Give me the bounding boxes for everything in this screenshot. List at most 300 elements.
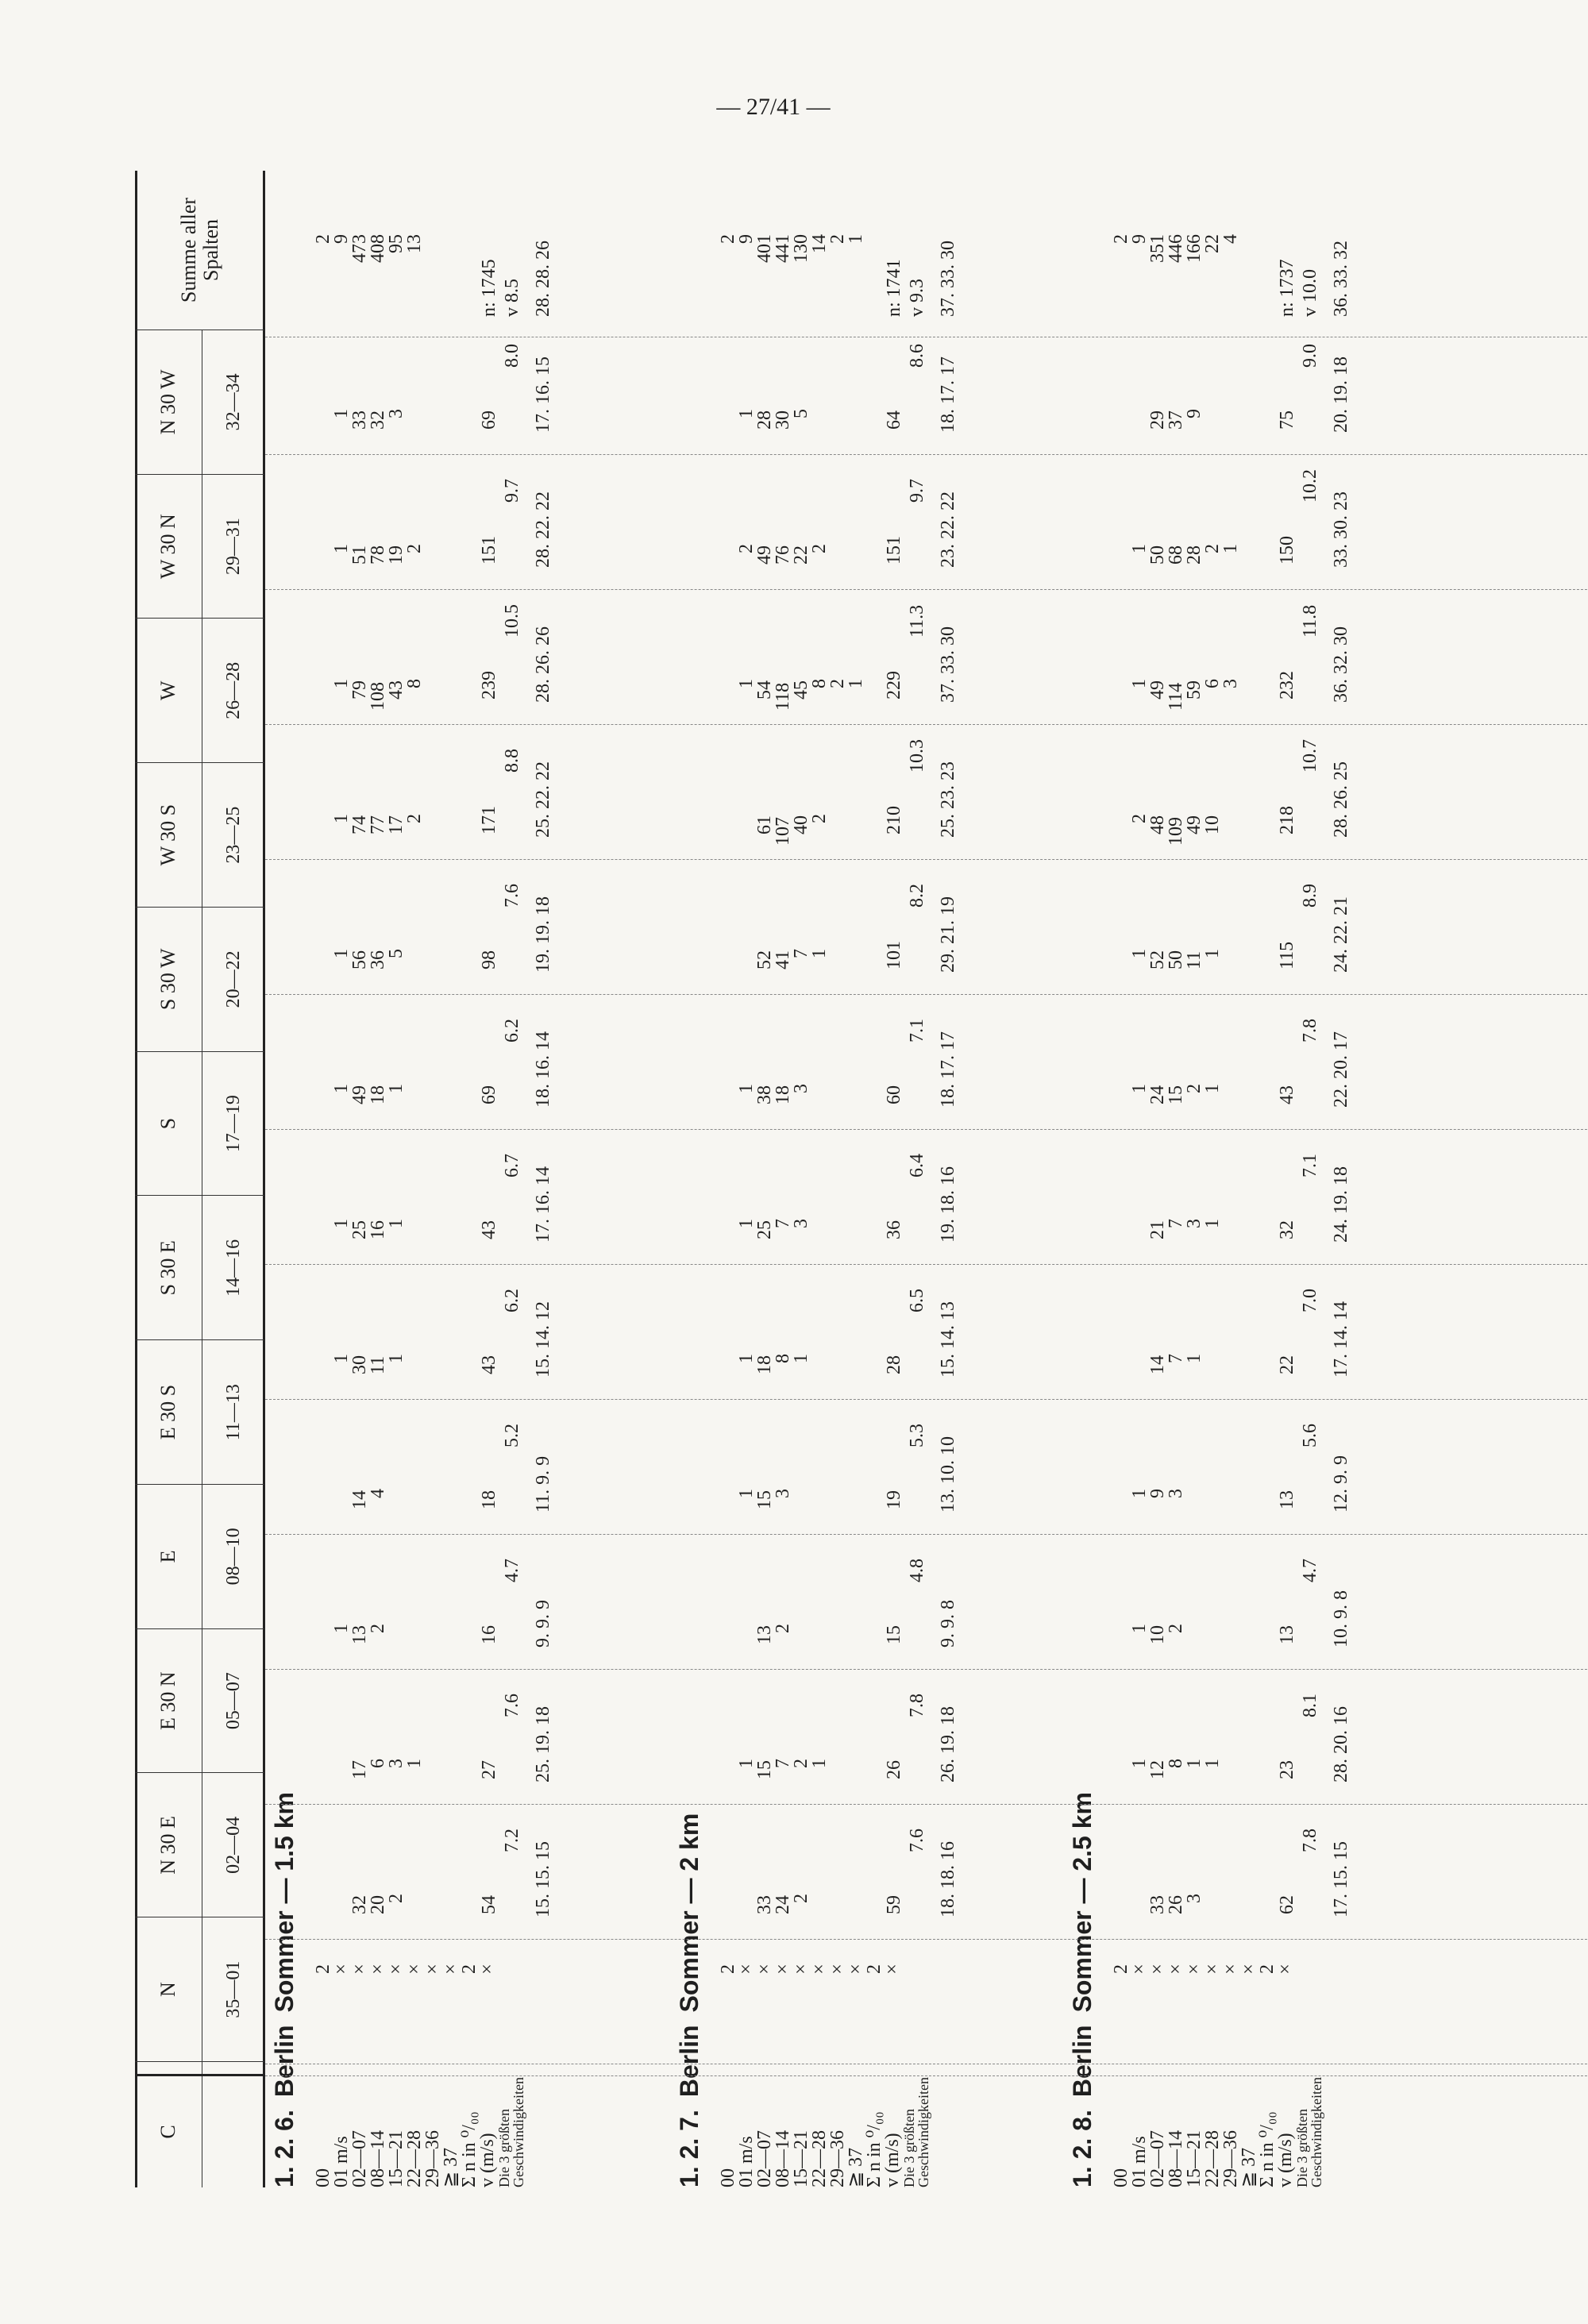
column-max-speeds: 36. 32. 30 [1331,626,1351,703]
table-cell: 7 [791,949,811,958]
column-count: 151 [479,536,499,565]
table-cell [1131,1131,1149,1251]
column-speed: 9.0 [1300,344,1320,368]
section-title [270,1779,306,2187]
table-cell [811,1536,829,1655]
table-cell: 30 [773,410,793,430]
column-max-speeds: 25. 22. 22 [533,761,553,838]
header-dir: E 30 S [135,1340,202,1485]
row-label: Geschwindigkeiten [915,2077,931,2187]
table-cell: 2 [386,1894,407,1903]
row-label: ≧ 37 [1239,2147,1259,2187]
table-cell: 1 [736,679,757,688]
table-cell [1240,1536,1258,1655]
sum-cell: 13 [404,234,425,253]
header-range: 35—01 [202,1917,265,2062]
header-dir: S [135,1051,202,1196]
table-section [270,171,715,2187]
sum-cell: 9 [1129,234,1150,244]
table-cell [719,1266,738,1386]
table-cell: 13 [754,1625,775,1644]
table-cell: 52 [754,950,775,969]
column-divider [265,1669,1588,1670]
table-cell [1222,1806,1240,1925]
table-cell [1240,1671,1258,1790]
table-cell [333,1671,351,1790]
table-cell: 1 [791,1354,811,1363]
column-count: 62 [1277,1895,1297,1914]
sum-column [718,155,958,330]
table-cell: 3 [1184,1219,1204,1228]
column-count: 16 [479,1625,499,1644]
section-number: 1. 2. 7. [675,2110,703,2187]
column-speed: 4.7 [1300,1559,1320,1582]
table-cell: 1 [331,679,352,688]
table-cell [314,996,333,1116]
column-max-speeds: 22. 20. 17 [1331,1031,1351,1108]
table-cell: 10 [1147,1625,1168,1644]
column-max-speeds: 9. 9. 9 [533,1600,553,1648]
row-label: 02—07 [1147,2130,1168,2187]
table-cell: 49 [349,1085,370,1104]
column-max-speeds: 10. 9. 8 [1331,1590,1351,1648]
table-cell [442,322,461,441]
table-cell: 14 [349,1490,370,1509]
table-cell: 1 [1129,1084,1150,1093]
c-value: 2 [313,1964,333,1974]
header-range: 29—31 [202,474,265,619]
row-label: 08—14 [1166,2130,1186,2187]
table-cell [1131,1266,1149,1386]
section-title [1068,1779,1104,2187]
column-divider [265,2075,1588,2076]
table-cell: 114 [1166,682,1186,711]
section-title [675,1801,711,2187]
column-count: 59 [884,1895,904,1914]
table-cell: 7 [773,1219,793,1228]
header-c: C [156,2125,180,2139]
table-cell: 12 [1147,1760,1168,1779]
table-cell [1112,1131,1131,1251]
direction-column [314,1131,553,1251]
table-cell: 1 [736,1759,757,1768]
header-range: 17—19 [202,1051,265,1196]
c-column [1112,1953,1295,1985]
column-count: 23 [1277,1760,1297,1779]
header-range: 02—04 [202,1773,265,1917]
table-cell [811,1266,829,1386]
column-divider [265,1534,1588,1535]
column-speed: 9.7 [907,479,927,503]
direction-column [1112,1266,1351,1386]
table-cell [829,1536,847,1655]
table-cell: 2 [368,1624,388,1633]
direction-column [314,1401,553,1520]
table-cell: 32 [349,1895,370,1914]
column-count: 26 [884,1760,904,1779]
c-value: × [1184,1964,1204,1975]
column-speed: 11.8 [1300,604,1320,638]
section-number: 1. 2. 8. [1068,2110,1097,2187]
direction-column [1112,592,1351,711]
header-dir: S 30 E [135,1196,202,1340]
table-cell: 2 [791,1759,811,1768]
column-max-speeds: 33. 30. 23 [1331,491,1351,568]
column-count: 218 [1277,806,1297,834]
table-cell [1112,1806,1131,1925]
table-cell [811,1131,829,1251]
table-cell [314,1536,333,1655]
direction-column [314,1266,553,1386]
direction-column [1112,1536,1351,1655]
column-max-speeds: 15. 14. 12 [533,1301,553,1378]
table-cell: 1 [846,679,866,688]
table-cell: 49 [1184,815,1204,834]
table-cell [811,1806,829,1925]
table-cell: 48 [1147,815,1168,834]
table-cell: 51 [349,545,370,565]
column-speed: 8.1 [1300,1694,1320,1717]
column-speed: 7.0 [1300,1289,1320,1312]
sum-column [1111,155,1351,330]
row-label: 01 m/s [331,2136,352,2187]
table-cell [847,1266,865,1386]
table-cell [442,1536,461,1655]
table-cell: 28 [754,410,775,430]
column-count: 69 [479,1085,499,1104]
table-cell: 5 [791,409,811,418]
table-cell [847,996,865,1116]
c-value: × [791,1964,811,1975]
table-cell [1240,592,1258,711]
table-cell [829,1401,847,1520]
column-max-speeds: 19. 18. 16 [938,1166,958,1243]
table-cell [1240,1266,1258,1386]
row-label: 01 m/s [736,2136,757,2187]
table-cell [1222,861,1240,981]
table-cell [1240,322,1258,441]
table-cell [1112,592,1131,711]
table-cell: 77 [368,815,388,834]
table-cell: 30 [349,1355,370,1374]
column-speed: 8.9 [1300,884,1320,908]
header-sum: Summe aller Spalten [135,171,264,330]
page-number: — 27/41 — [716,94,831,120]
c-value: × [846,1964,866,1975]
column-speed: 7.8 [1300,1019,1320,1043]
c-value: × [422,1964,443,1975]
table-cell [829,1266,847,1386]
header-range: 08—10 [202,1485,265,1629]
table-cell: 2 [791,1894,811,1903]
c-value: × [441,1964,461,1975]
table-cell [1222,1671,1240,1790]
table-cell [442,1131,461,1251]
header-dir: E 30 N [135,1628,202,1773]
table-cell: 1 [1184,1354,1204,1363]
column-speed: 6.2 [502,1289,522,1312]
table-cell: 16 [368,1220,388,1239]
column-speed: 7.8 [1300,1829,1320,1852]
table-cell: 43 [386,680,407,700]
column-max-speeds: 11. 9. 9 [533,1455,553,1513]
table-cell [314,1266,333,1386]
c-value: × [331,1964,352,1975]
row-label: 15—21 [1184,2130,1204,2187]
column-count: 210 [884,806,904,834]
table-cell [1204,1401,1222,1520]
table-cell [1112,322,1131,441]
table-cell: 59 [1184,680,1204,700]
table-cell [719,996,738,1116]
table-cell: 1 [1129,1759,1150,1768]
direction-column [1112,996,1351,1116]
table-cell: 2 [1166,1624,1186,1633]
table-cell: 33 [1147,1895,1168,1914]
column-max-speeds: 19. 19. 18 [533,896,553,973]
c-value: 2 [718,1964,738,1974]
header-range: 32—34 [202,330,265,475]
table-cell: 33 [754,1895,775,1914]
column-max-speeds: 25. 19. 18 [533,1706,553,1783]
direction-column [314,457,553,576]
table-cell: 45 [791,680,811,700]
table-cell [424,592,442,711]
sum-cell [442,155,461,330]
column-divider [265,454,1588,455]
c-value: × [477,1964,498,1975]
table-cell: 54 [754,680,775,700]
row-label: ≧ 37 [846,2147,866,2187]
column-max-speeds: 26. 19. 18 [938,1706,958,1783]
direction-column [314,726,553,846]
table-cell [424,1131,442,1251]
table-cell: 1 [386,1084,407,1093]
column-speed: 5.3 [907,1424,927,1447]
table-cell [1222,1266,1240,1386]
table-cell [406,1131,424,1251]
column-speed: 6.2 [502,1019,522,1043]
table-cell: 74 [349,815,370,834]
table-cell: 28 [1184,545,1204,565]
table-cell: 2 [404,544,425,553]
row-label: Geschwindigkeiten [1309,2077,1324,2187]
table-cell [314,1131,333,1251]
c-value: × [349,1964,370,1975]
sum-cell: 401 [754,234,775,263]
table-cell [792,1536,811,1655]
column-count: 232 [1277,671,1297,700]
column-max-speeds: 13. 10. 10 [938,1436,958,1513]
column-divider [265,994,1588,995]
column-divider [265,1399,1588,1400]
table-cell: 2 [809,814,830,823]
table-cell [406,1401,424,1520]
table-cell: 2 [404,814,425,823]
header-dir: W [135,619,202,763]
column-count: 13 [1277,1490,1297,1509]
table-cell [811,322,829,441]
table-cell [847,1671,865,1790]
header-range: 05—07 [202,1628,265,1773]
row-label: 29—36 [1220,2130,1241,2187]
direction-column [1112,1401,1351,1520]
sum-cell: 1 [846,234,866,244]
table-cell [424,457,442,576]
column-max-speeds: 24. 19. 18 [1331,1166,1351,1243]
table-cell [424,1266,442,1386]
header-dir: S 30 W [135,908,202,1052]
table-cell: 1 [1202,949,1223,958]
table-cell [424,1401,442,1520]
table-cell: 1 [1129,544,1150,553]
direction-column [719,457,958,576]
column-max-speeds: 18. 18. 16 [938,1841,958,1917]
table-cell: 1 [331,1354,352,1363]
row-labels [719,1989,931,2187]
table-cell: 8 [773,1354,793,1363]
sum-cell: 2 [1111,234,1131,244]
sum-cell: 408 [368,234,388,263]
table-cell [1222,1131,1240,1251]
section-subtitle: Sommer — 2 km [675,1813,703,2013]
table-cell [829,1671,847,1790]
table-cell [406,322,424,441]
row-label: 15—21 [791,2130,811,2187]
direction-column [719,1671,958,1790]
table-cell [1240,457,1258,576]
table-cell: 8 [404,679,425,688]
table-cell: 1 [386,1219,407,1228]
column-count: 19 [884,1490,904,1509]
c-value: × [1129,1964,1150,1975]
sum-cell: 14 [809,234,830,253]
table-cell: 1 [404,1759,425,1768]
sum-cell: 351 [1147,234,1168,263]
table-header [135,171,264,2187]
sum-count: n: 1741 [884,259,904,317]
header-range: 26—28 [202,619,265,763]
table-cell: 1 [1184,1759,1204,1768]
direction-column [1112,322,1351,441]
table-cell: 11 [1184,950,1204,969]
direction-column [1112,457,1351,576]
table-cell: 49 [1147,680,1168,700]
sum-cell: 441 [773,234,793,263]
table-cell [387,1536,406,1655]
table-cell [1112,1536,1131,1655]
column-divider [265,1939,1588,1940]
column-count: 36 [884,1220,904,1239]
table-cell: 3 [791,1219,811,1228]
table-cell: 26 [1166,1895,1186,1914]
column-count: 69 [479,410,499,430]
c-value: × [404,1964,425,1975]
column-speed: 6.5 [907,1289,927,1312]
table-cell [719,457,738,576]
table-cell: 7 [1166,1219,1186,1228]
section-station: Berlin [1068,2025,1097,2098]
table-cell [847,1536,865,1655]
table-cell: 17 [386,815,407,834]
table-cell: 2 [773,1624,793,1633]
sum-cell: 4 [1220,234,1241,244]
table-cell [1222,322,1240,441]
row-label: 08—14 [368,2130,388,2187]
sum-cell [424,155,442,330]
direction-column [1112,861,1351,981]
column-speed: 7.1 [907,1019,927,1043]
table-cell: 1 [1202,1219,1223,1228]
table-section [675,171,1120,2187]
column-speed: 7.6 [907,1829,927,1852]
direction-column [1112,1671,1351,1790]
table-cell [333,1401,351,1520]
table-cell [738,1536,756,1655]
row-label: 00 [313,2168,333,2187]
row-label: v (m/s) [477,2133,498,2187]
row-label: v (m/s) [882,2133,903,2187]
table-cell [719,1401,738,1520]
table-cell: 2 [1129,814,1150,823]
table-cell: 118 [773,682,793,711]
row-label: 00 [1111,2168,1131,2187]
table-cell: 4 [368,1489,388,1498]
table-cell [847,457,865,576]
table-cell: 1 [1129,679,1150,688]
table-cell: 1 [1220,544,1241,553]
table-cell [424,1536,442,1655]
section-number: 1. 2. 6. [270,2110,299,2187]
table-cell [719,322,738,441]
direction-column [719,322,958,441]
table-cell [406,1266,424,1386]
sum-cell: 2 [718,234,738,244]
sum-cell: 166 [1184,234,1204,263]
header-dir: N [135,1917,202,2062]
direction-column [719,1131,958,1251]
table-cell: 8 [1166,1759,1186,1768]
row-label: v (m/s) [1275,2133,1296,2187]
table-cell [811,1401,829,1520]
table-cell: 1 [736,1489,757,1498]
column-max-speeds: 28. 26. 26 [533,626,553,703]
c-value: × [1166,1964,1186,1975]
sum-cell: 95 [386,234,407,253]
column-count: 75 [1277,410,1297,430]
column-max-speeds: 17. 14. 14 [1331,1301,1351,1378]
table-cell: 17 [349,1760,370,1779]
column-speed: 10.3 [907,739,927,773]
table-cell: 24 [773,1895,793,1914]
table-cell: 3 [791,1084,811,1093]
column-max-speeds: 18. 17. 17 [938,357,958,433]
table-cell: 1 [331,1624,352,1633]
table-cell: 78 [368,545,388,565]
row-label: Σ n in ⁰/₀₀ [864,2111,885,2187]
table-cell [442,592,461,711]
row-label: 01 m/s [1129,2136,1150,2187]
column-max-speeds: 15. 14. 13 [938,1301,958,1378]
table-cell: 1 [1202,1759,1223,1768]
table-cell: 18 [754,1355,775,1374]
table-cell [829,322,847,441]
column-max-speeds: 29. 21. 19 [938,896,958,973]
table-cell [1240,1806,1258,1925]
column-speed: 5.6 [1300,1424,1320,1447]
table-cell: 11 [368,1355,388,1374]
table-cell: 68 [1166,545,1186,565]
